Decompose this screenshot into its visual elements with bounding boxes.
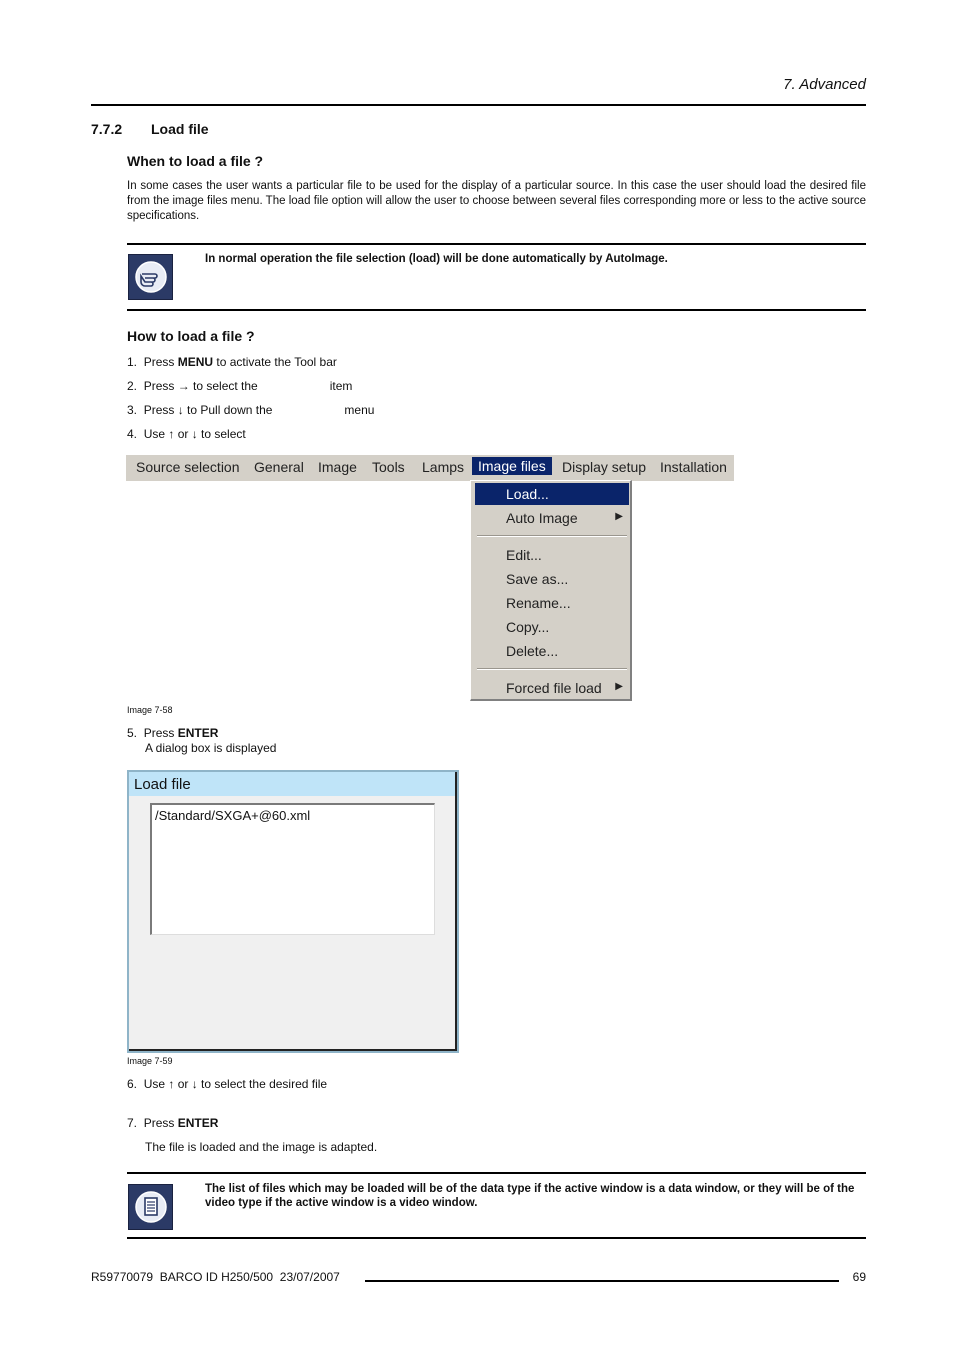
menu-installation[interactable]: Installation (660, 459, 727, 475)
when-heading: When to load a file ? (127, 153, 264, 169)
menu-image[interactable]: Image (318, 459, 357, 475)
note-rule-bottom (127, 1237, 866, 1239)
step-5-detail: A dialog box is displayed (145, 741, 277, 755)
dialog-title-bar: Load file (129, 772, 455, 796)
menu-general[interactable]: General (254, 459, 304, 475)
how-heading: How to load a file ? (127, 328, 255, 344)
menu-item-save-as[interactable]: Save as... (506, 571, 569, 587)
step-7: 7. Press ENTER (127, 1116, 219, 1130)
step-3: 3. Press ↓ to Pull down the menu (127, 403, 375, 417)
submenu-arrow-icon: ▶ (615, 681, 623, 692)
file-list-item[interactable]: /Standard/SXGA+@60.xml (155, 808, 311, 823)
menu-image-files[interactable]: Image files (472, 457, 552, 475)
menu-source-selection[interactable]: Source selection (136, 459, 240, 475)
section-number: 7.7.2 (91, 121, 123, 137)
page-number: 69 (852, 1270, 866, 1284)
header-rule (91, 104, 866, 106)
menu-item-copy[interactable]: Copy... (506, 619, 550, 635)
footer-rule (365, 1280, 839, 1282)
menu-item-edit[interactable]: Edit... (506, 547, 542, 563)
note-text-autoimage: In normal operation the file selection (load) will be done automatically by AutoImage. (205, 253, 668, 265)
menu-lamps[interactable]: Lamps (422, 459, 465, 475)
step-4: 4. Use ↑ or ↓ to select (127, 427, 246, 441)
when-paragraph: In some cases the user wants a particular file to be used for the display of a particular source. In this case the user should load the desired file from the image files menu. The load file option will allow the user to choose between several files corresponding more or less to the active source specifications. (127, 180, 866, 222)
menu-item-auto-image[interactable]: Auto Image ▶ (506, 510, 623, 526)
menu-item-load[interactable]: Load... (475, 483, 629, 505)
note-rule-top (127, 1172, 866, 1174)
note-rule-top (127, 243, 866, 245)
file-list[interactable] (150, 803, 435, 935)
note-rule-bottom (127, 309, 866, 311)
step-7-detail: The file is loaded and the image is adapted. (145, 1140, 378, 1154)
pointing-hand-icon (128, 254, 173, 300)
submenu-arrow-icon: ▶ (615, 511, 623, 522)
section-title: Load file (151, 121, 209, 137)
note-text-file-types: The list of files which may be loaded will be of the data type if the active window is a data window, or they will be of the video type if the active window is a video window. (205, 1183, 855, 1209)
step-5: 5. Press ENTER (127, 726, 219, 740)
footer-doc-id: R59770079 BARCO ID H250/500 23/07/2007 (91, 1270, 340, 1284)
menu-tools[interactable]: Tools (372, 459, 405, 475)
menu-bar (126, 455, 734, 481)
menu-separator (477, 535, 627, 537)
load-file-dialog (127, 770, 459, 1053)
menu-separator (477, 668, 627, 670)
image-caption: Image 7-59 (127, 1056, 173, 1066)
menu-item-forced-file-load[interactable]: Forced file load ▶ (506, 680, 623, 696)
image-files-dropdown (470, 480, 632, 701)
chapter-header: 7. Advanced (783, 76, 866, 93)
image-caption: Image 7-58 (127, 705, 173, 715)
step-6: 6. Use ↑ or ↓ to select the desired file (127, 1077, 328, 1091)
step-1: 1. Press MENU to activate the Tool bar (127, 355, 337, 369)
document-icon (128, 1184, 173, 1230)
step-2: 2. Press → to select the item (127, 379, 353, 393)
menu-item-delete[interactable]: Delete... (506, 643, 559, 659)
menu-display-setup[interactable]: Display setup (562, 459, 647, 475)
menu-item-rename[interactable]: Rename... (506, 595, 571, 611)
